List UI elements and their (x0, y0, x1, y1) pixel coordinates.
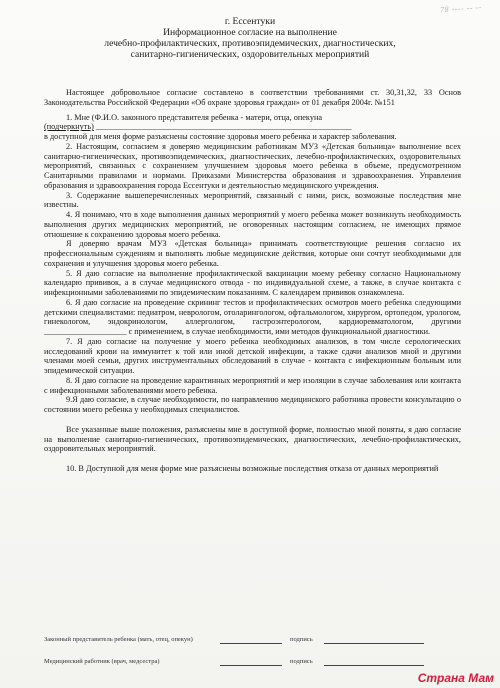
clause-8: 8. Я даю согласие на проведение карантинных мероприятий и мер изоляции в случае заболевания или контакта с инфекционными заболеваниями моего ребенка. (44, 375, 461, 395)
city-heading: г. Ессентуки (224, 16, 276, 27)
document-title: Информационное согласие на выполнение (163, 27, 337, 38)
clause-9: 9.Я даю согласие, в случае необходимости, по направлению медицинского работника провести консультацию о состоянии моего ребенка у необходимых специалистов. (44, 395, 461, 414)
site-watermark: Страна Мам (417, 671, 494, 685)
representative-signature-row (44, 636, 464, 643)
clause-3: 3. Содержание вышеперечисленных мероприятий, связанный с ними, риск, возможные последствия мне известны. (44, 190, 461, 210)
medical-worker-signature-row (44, 658, 464, 665)
clause-1-start: 1. Мне (Ф.И.О. законного представителя ребенка - матери, отца, опекуна (66, 112, 323, 122)
clause-6: 6. Я даю согласие на проведение скрининг тестов и профилактических осмотров моего ребенка следующими детскими специалистами: педиатром, неврологом, отоларингологом, офтальмологом, хирургом, ортопедом, урологом, гинекологом, эндокринологом, аллергологом, гастроэнтерологом, кардиоревматологом, другими ____________________ с применением, в случае необходимости, ими методов функциональной диагностики. (44, 297, 461, 336)
underline-note: (подчеркнуть) (44, 122, 94, 132)
consent-body (44, 88, 461, 474)
signature-label: подпись (290, 636, 313, 643)
medical-worker-name-line (220, 665, 282, 666)
clause-10: 10. В Доступной для меня форме мне разъяснены возможные последствия отказа от данных мероприятий (66, 464, 439, 473)
representative-label: Законный представитель ребенка (мать, отец, опекун) (44, 636, 193, 643)
clause-1-rest: в доступной для меня форме разъяснены состояние здоровья моего ребенка и характер заболевания. (44, 132, 397, 141)
clause-4: 4. Я понимаю, что в ходе выполнения данных мероприятий у моего ребенка может возникнуть необходимость выполнения других медицинских мероприятий, не оговоренных настоящим согласием, не имеющих прямое отношение к сохранению здоровья моего ребенка. (44, 210, 461, 239)
clause-7: 7. Я даю согласие на получение у моего ребенка необходимых анализов, в том числе серологических исследований крови на иммунитет к той или иной детской инфекции, а также сдачи анализов мной и другими членами моей семьи, других инструментальных обследований в случае - контакта с инфекционным больным или эпидемической ситуации. (44, 336, 461, 375)
name-blank-line: ______________________________________________________________ (95, 122, 352, 132)
representative-signature-line (324, 643, 424, 644)
clause-1 (44, 113, 461, 142)
medical-worker-label: Медицинский работник (врач, медсестра) (44, 658, 160, 665)
corner-handwritten-mark: 78 ---- -- -- (439, 2, 483, 15)
clause-5: 5. Я даю согласие на выполнение профилактической вакцинации моему ребенку согласно Национальному календарю прививок, а в случае медицинского отвода - по индивидуальной схеме, а также, в случае контакта с инфекционными заболеваниями по эпидемическим показаниям. С календарем прививок ознакомлена. (44, 268, 461, 297)
document-title-line3: санитарно-гигиенических, оздоровительных мероприятий (130, 49, 370, 60)
summary-paragraph: Все указанные выше положения, разъяснены мне в доступной форме, полностью мной поняты, я даю согласие на выполнение санитарно-гигиенических, противоэпидемических, диагностических, лечебно-профилактических, оздоровительных мероприятий. (44, 424, 461, 454)
clause-2: 2. Настоящим, согласием я доверяю медицинским работникам МУЗ «Детская больница» выполнение всех санитарно-гигиенических, противоэпидемических, диагностических, лечебно-профилактических, оздоровительных мероприятий, связанных с сохранением улучшением здоровья моего ребенка в объеме, предусмотренном Санитарными правилами и нормами. Приказами Министерства образования и здравоохранения. Управления образования и здравоохранения города Ессентуки и деятельностью медицинского учреждения. (44, 141, 461, 190)
document-title-line2: лечебно-профилактических, противоэпидемических, диагностических, (104, 38, 396, 49)
clause-4-continued: Я доверяю врачам МУЗ «Детская больница» принимать соответствующие решения согласно их профессиональным суждениям и выполнять любые медицинские действия, которые они сочтут необходимыми для сохранения и улучшения здоровья моего ребенка. (44, 239, 461, 268)
representative-name-line (220, 643, 282, 644)
medical-worker-signature-line (324, 665, 424, 666)
signature-label-2: подпись (290, 658, 313, 665)
intro-paragraph: Настоящее добровольное согласие составлено в соответствии требованиями ст. 30,31,32, 33 Основ Законодательства Российской Федерации «Об охране здоровья граждан» от 01 декабря 2004г. №151 (44, 88, 461, 107)
